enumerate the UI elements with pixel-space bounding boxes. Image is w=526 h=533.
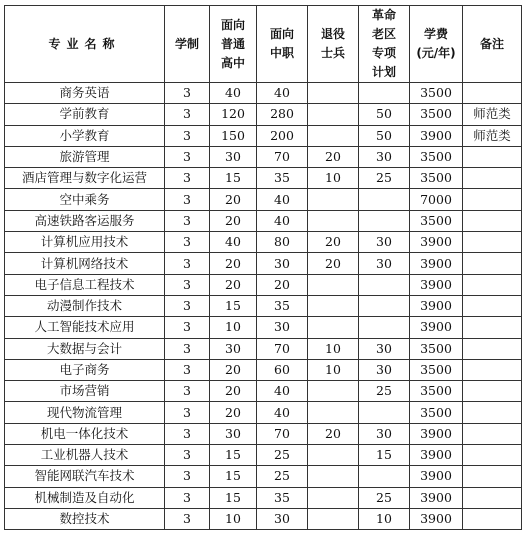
duration-cell: 3 xyxy=(165,146,210,167)
duration-cell: 3 xyxy=(165,189,210,210)
major-cell: 计算机应用技术 xyxy=(5,232,165,253)
header-line: 士兵 xyxy=(320,46,345,60)
general-high-school-cell: 20 xyxy=(210,253,257,274)
header-veterans xyxy=(308,6,359,83)
tuition-cell: 3500 xyxy=(410,359,463,380)
major-cell: 大数据与会计 xyxy=(5,338,165,359)
enrollment-plan-table-container xyxy=(4,5,522,530)
table-row xyxy=(5,445,522,466)
major-cell: 智能网联汽车技术 xyxy=(5,466,165,487)
old-revolutionary-cell: 30 xyxy=(359,338,410,359)
table-row xyxy=(5,295,522,316)
old-revolutionary-cell: 25 xyxy=(359,487,410,508)
duration-cell: 3 xyxy=(165,295,210,316)
major-cell: 酒店管理与数字化运营 xyxy=(5,168,165,189)
old-revolutionary-cell xyxy=(359,210,410,231)
vocational-cell: 30 xyxy=(257,508,308,529)
veterans-cell: 20 xyxy=(308,232,359,253)
vocational-cell: 60 xyxy=(257,359,308,380)
general-high-school-cell: 20 xyxy=(210,189,257,210)
table-row xyxy=(5,274,522,295)
note-cell xyxy=(463,402,522,423)
major-cell: 高速铁路客运服务 xyxy=(5,210,165,231)
duration-cell: 3 xyxy=(165,317,210,338)
table-row xyxy=(5,487,522,508)
general-high-school-cell: 15 xyxy=(210,445,257,466)
header-tuition xyxy=(410,6,463,83)
general-high-school-cell: 10 xyxy=(210,317,257,338)
general-high-school-cell: 150 xyxy=(210,125,257,146)
veterans-cell xyxy=(308,466,359,487)
veterans-cell xyxy=(308,508,359,529)
old-revolutionary-cell: 25 xyxy=(359,168,410,189)
note-cell: 师范类 xyxy=(463,125,522,146)
old-revolutionary-cell xyxy=(359,189,410,210)
table-row xyxy=(5,381,522,402)
major-cell: 空中乘务 xyxy=(5,189,165,210)
vocational-cell: 280 xyxy=(257,104,308,125)
old-revolutionary-cell xyxy=(359,274,410,295)
tuition-cell: 3900 xyxy=(410,295,463,316)
vocational-cell: 35 xyxy=(257,487,308,508)
vocational-cell: 30 xyxy=(257,317,308,338)
veterans-cell xyxy=(308,445,359,466)
header-general-high-school xyxy=(210,6,257,83)
header-line: 普通 xyxy=(220,36,245,51)
general-high-school-cell: 20 xyxy=(210,381,257,402)
major-cell: 学前教育 xyxy=(5,104,165,125)
note-cell xyxy=(463,210,522,231)
tuition-cell: 3500 xyxy=(410,402,463,423)
old-revolutionary-cell: 30 xyxy=(359,232,410,253)
header-duration: 学制 xyxy=(165,6,210,83)
header-row xyxy=(5,6,522,83)
enrollment-plan-table xyxy=(4,5,522,530)
table-row xyxy=(5,317,522,338)
note-cell xyxy=(463,83,522,104)
vocational-cell: 40 xyxy=(257,381,308,402)
table-row xyxy=(5,423,522,444)
vocational-cell: 35 xyxy=(257,295,308,316)
duration-cell: 3 xyxy=(165,104,210,125)
major-cell: 商务英语 xyxy=(5,83,165,104)
vocational-cell: 20 xyxy=(257,274,308,295)
table-row xyxy=(5,104,522,125)
vocational-cell: 80 xyxy=(257,232,308,253)
tuition-cell: 3900 xyxy=(410,253,463,274)
tuition-cell: 3900 xyxy=(410,445,463,466)
header-major: 专业名称 xyxy=(5,6,165,83)
duration-cell: 3 xyxy=(165,168,210,189)
veterans-cell xyxy=(308,104,359,125)
table-row xyxy=(5,402,522,423)
veterans-cell xyxy=(308,189,359,210)
duration-cell: 3 xyxy=(165,359,210,380)
veterans-cell: 20 xyxy=(308,253,359,274)
major-cell: 市场营销 xyxy=(5,381,165,402)
major-cell: 计算机网络技术 xyxy=(5,253,165,274)
duration-cell: 3 xyxy=(165,83,210,104)
duration-cell: 3 xyxy=(165,232,210,253)
note-cell: 师范类 xyxy=(463,104,522,125)
general-high-school-cell: 20 xyxy=(210,359,257,380)
duration-cell: 3 xyxy=(165,253,210,274)
note-cell xyxy=(463,189,522,210)
old-revolutionary-cell xyxy=(359,466,410,487)
note-cell xyxy=(463,508,522,529)
vocational-cell: 40 xyxy=(257,402,308,423)
header-line: 专项 xyxy=(371,46,396,60)
duration-cell: 3 xyxy=(165,210,210,231)
duration-cell: 3 xyxy=(165,445,210,466)
duration-cell: 3 xyxy=(165,466,210,487)
major-cell: 机电一体化技术 xyxy=(5,423,165,444)
old-revolutionary-cell xyxy=(359,317,410,338)
header-line: 计划 xyxy=(371,65,396,79)
general-high-school-cell: 20 xyxy=(210,210,257,231)
header-line: 学费 xyxy=(423,27,448,41)
tuition-cell: 3500 xyxy=(410,104,463,125)
major-cell: 机械制造及自动化 xyxy=(5,487,165,508)
header-line: 面向 xyxy=(220,17,245,32)
general-high-school-cell: 40 xyxy=(210,232,257,253)
duration-cell: 3 xyxy=(165,402,210,423)
note-cell xyxy=(463,295,522,316)
major-cell: 工业机器人技术 xyxy=(5,445,165,466)
veterans-cell xyxy=(308,402,359,423)
tuition-cell: 3900 xyxy=(410,274,463,295)
general-high-school-cell: 10 xyxy=(210,508,257,529)
table-row xyxy=(5,210,522,231)
header-note: 备注 xyxy=(463,6,522,83)
note-cell xyxy=(463,381,522,402)
veterans-cell xyxy=(308,125,359,146)
table-row xyxy=(5,125,522,146)
vocational-cell: 35 xyxy=(257,168,308,189)
table-row xyxy=(5,232,522,253)
header-vocational xyxy=(257,6,308,83)
note-cell xyxy=(463,359,522,380)
table-row xyxy=(5,83,522,104)
major-cell: 现代物流管理 xyxy=(5,402,165,423)
duration-cell: 3 xyxy=(165,338,210,359)
header-line: 老区 xyxy=(371,27,396,41)
vocational-cell: 70 xyxy=(257,338,308,359)
header-line: 面向 xyxy=(269,27,294,41)
general-high-school-cell: 20 xyxy=(210,274,257,295)
major-cell: 人工智能技术应用 xyxy=(5,317,165,338)
old-revolutionary-cell: 30 xyxy=(359,359,410,380)
general-high-school-cell: 40 xyxy=(210,83,257,104)
header-line: 中职 xyxy=(269,46,294,60)
note-cell xyxy=(463,466,522,487)
vocational-cell: 30 xyxy=(257,253,308,274)
general-high-school-cell: 30 xyxy=(210,338,257,359)
veterans-cell xyxy=(308,317,359,338)
note-cell xyxy=(463,168,522,189)
old-revolutionary-cell: 30 xyxy=(359,146,410,167)
old-revolutionary-cell xyxy=(359,402,410,423)
veterans-cell xyxy=(308,487,359,508)
tuition-cell: 3500 xyxy=(410,210,463,231)
tuition-cell: 3900 xyxy=(410,508,463,529)
vocational-cell: 40 xyxy=(257,210,308,231)
veterans-cell xyxy=(308,83,359,104)
tuition-cell: 3900 xyxy=(410,487,463,508)
note-cell xyxy=(463,317,522,338)
duration-cell: 3 xyxy=(165,274,210,295)
table-row xyxy=(5,359,522,380)
old-revolutionary-cell xyxy=(359,83,410,104)
duration-cell: 3 xyxy=(165,508,210,529)
note-cell xyxy=(463,338,522,359)
veterans-cell: 20 xyxy=(308,423,359,444)
veterans-cell xyxy=(308,210,359,231)
table-row xyxy=(5,146,522,167)
tuition-cell: 3500 xyxy=(410,381,463,402)
duration-cell: 3 xyxy=(165,381,210,402)
major-cell: 小学教育 xyxy=(5,125,165,146)
tuition-cell: 3900 xyxy=(410,232,463,253)
table-row xyxy=(5,168,522,189)
tuition-cell: 3900 xyxy=(410,125,463,146)
table-row xyxy=(5,466,522,487)
old-revolutionary-cell: 25 xyxy=(359,381,410,402)
major-cell: 动漫制作技术 xyxy=(5,295,165,316)
table-row xyxy=(5,189,522,210)
vocational-cell: 40 xyxy=(257,83,308,104)
note-cell xyxy=(463,423,522,444)
vocational-cell: 200 xyxy=(257,125,308,146)
header-line: (元/年) xyxy=(416,46,456,60)
tuition-cell: 3900 xyxy=(410,466,463,487)
duration-cell: 3 xyxy=(165,487,210,508)
table-body xyxy=(5,83,522,530)
tuition-cell: 3500 xyxy=(410,168,463,189)
tuition-cell: 3900 xyxy=(410,317,463,338)
old-revolutionary-cell: 30 xyxy=(359,253,410,274)
old-revolutionary-cell: 10 xyxy=(359,508,410,529)
veterans-cell xyxy=(308,381,359,402)
note-cell xyxy=(463,253,522,274)
old-revolutionary-cell: 15 xyxy=(359,445,410,466)
veterans-cell: 10 xyxy=(308,359,359,380)
vocational-cell: 25 xyxy=(257,466,308,487)
vocational-cell: 40 xyxy=(257,189,308,210)
table-row xyxy=(5,338,522,359)
old-revolutionary-cell: 50 xyxy=(359,104,410,125)
header-line: 革命 xyxy=(371,8,396,22)
note-cell xyxy=(463,445,522,466)
note-cell xyxy=(463,146,522,167)
general-high-school-cell: 30 xyxy=(210,423,257,444)
major-cell: 电子信息工程技术 xyxy=(5,274,165,295)
duration-cell: 3 xyxy=(165,423,210,444)
general-high-school-cell: 30 xyxy=(210,146,257,167)
old-revolutionary-cell: 50 xyxy=(359,125,410,146)
veterans-cell: 10 xyxy=(308,338,359,359)
table-row xyxy=(5,508,522,529)
general-high-school-cell: 15 xyxy=(210,466,257,487)
veterans-cell xyxy=(308,274,359,295)
tuition-cell: 7000 xyxy=(410,189,463,210)
general-high-school-cell: 120 xyxy=(210,104,257,125)
general-high-school-cell: 15 xyxy=(210,487,257,508)
major-cell: 旅游管理 xyxy=(5,146,165,167)
header-line: 高中 xyxy=(220,55,245,70)
duration-cell: 3 xyxy=(165,125,210,146)
note-cell xyxy=(463,487,522,508)
veterans-cell: 20 xyxy=(308,146,359,167)
major-cell: 电子商务 xyxy=(5,359,165,380)
header-line: 退役 xyxy=(320,27,345,41)
general-high-school-cell: 15 xyxy=(210,295,257,316)
tuition-cell: 3900 xyxy=(410,423,463,444)
header-old-revolutionary xyxy=(359,6,410,83)
general-high-school-cell: 15 xyxy=(210,168,257,189)
vocational-cell: 25 xyxy=(257,445,308,466)
note-cell xyxy=(463,274,522,295)
old-revolutionary-cell: 30 xyxy=(359,423,410,444)
table-row xyxy=(5,253,522,274)
tuition-cell: 3500 xyxy=(410,146,463,167)
veterans-cell xyxy=(308,295,359,316)
vocational-cell: 70 xyxy=(257,146,308,167)
major-cell: 数控技术 xyxy=(5,508,165,529)
tuition-cell: 3500 xyxy=(410,338,463,359)
note-cell xyxy=(463,232,522,253)
veterans-cell: 10 xyxy=(308,168,359,189)
tuition-cell: 3500 xyxy=(410,83,463,104)
general-high-school-cell: 20 xyxy=(210,402,257,423)
vocational-cell: 70 xyxy=(257,423,308,444)
old-revolutionary-cell xyxy=(359,295,410,316)
